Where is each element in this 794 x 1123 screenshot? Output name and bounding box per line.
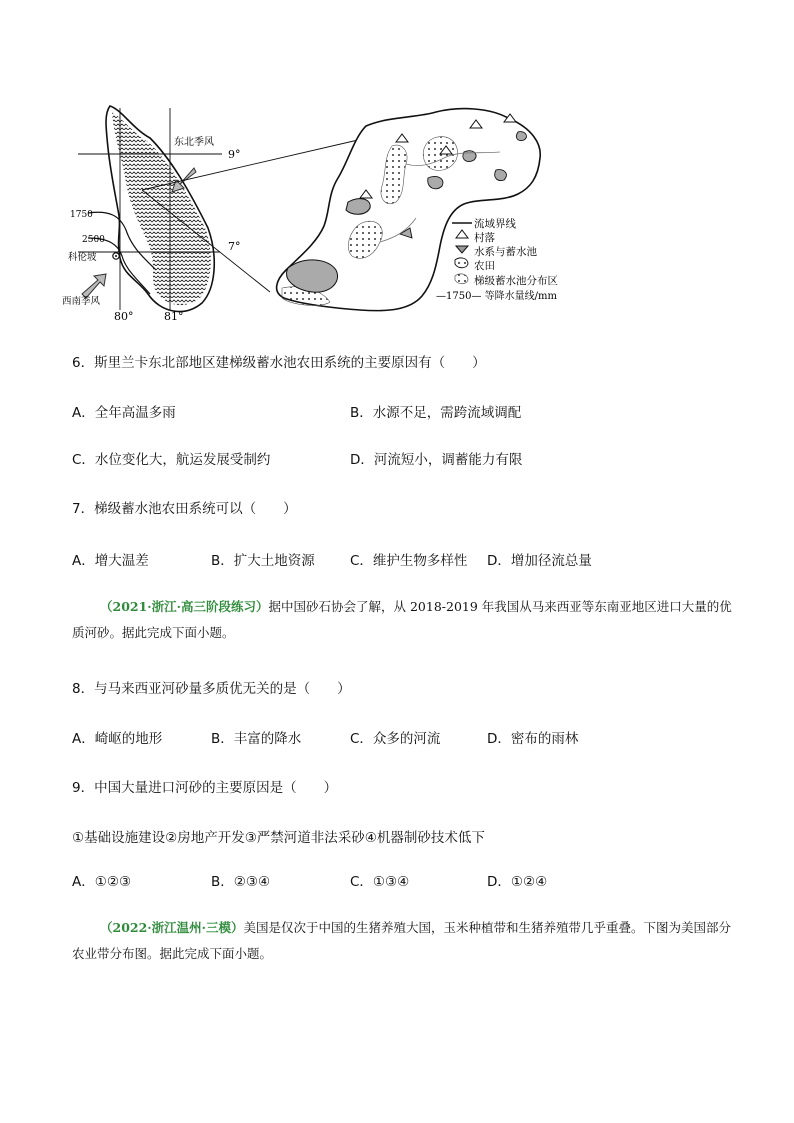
passage-1-source-tag: （2021·浙江·高三阶段练习）: [100, 599, 269, 614]
reservoir-small-4: [516, 132, 526, 141]
q9-statements: ①基础设施建设②房地产开发③严禁河道非法采砂④机器制砂技术低下: [72, 830, 485, 846]
q7-option-c: C．维护生物多样性: [350, 553, 468, 569]
reservoir-mid: [346, 199, 370, 215]
q6-option-a: A．全年高温多雨: [72, 405, 176, 421]
q7-option-d: D．增加径流总量: [487, 553, 592, 569]
q7-stem: 7．梯级蓄水池农田系统可以（ ）: [72, 501, 297, 517]
legend-label-isohyet: —1750— 等降水量线/mm: [436, 291, 557, 302]
lon-80-label: 80°: [114, 310, 134, 323]
q8-option-b: B．丰富的降水: [211, 731, 302, 747]
sri-lanka-reservoir-map: [60, 98, 600, 334]
passage-1: [72, 594, 736, 646]
passage-2-source-tag: （2022·浙江温州·三模）: [100, 920, 244, 935]
lat-9-label: 9°: [228, 148, 241, 161]
q8-option-a: A．崎岖的地形: [72, 731, 163, 747]
reservoir-small-3: [495, 170, 507, 181]
northeast-monsoon-label: 东北季风: [174, 137, 214, 148]
colombo-label: 科伦坡: [68, 252, 97, 263]
legend-label-reservoir-area: 梯级蓄水池分布区: [474, 275, 558, 287]
q9-option-d: D．①②④: [487, 874, 548, 890]
passage-2: [72, 915, 736, 967]
q7-option-a: A．增大温差: [72, 553, 149, 569]
q7-option-b: B．扩大土地资源: [211, 553, 315, 569]
isohyet-2500-label: 2500: [82, 235, 105, 245]
q8-option-d: D．密布的雨林: [487, 731, 579, 747]
q9-option-c: C．①③④: [350, 874, 410, 890]
q8-stem: 8．与马来西亚河砂量多质优无关的是（ ）: [72, 681, 351, 697]
passage-2-text: 美国是仅次于中国的生猪养殖大国，玉米种植带和生猪养殖带几乎重叠。下图为美国部分农业带分布图。据此完成下面小题。: [72, 920, 732, 961]
southwest-monsoon-label: 西南季风: [62, 296, 101, 307]
q9-option-a: A．①②③: [72, 874, 132, 890]
reservoir-small-1: [428, 176, 443, 188]
q9-option-b: B．②③④: [211, 874, 271, 890]
q8-option-c: C．众多的河流: [350, 731, 441, 747]
q6-option-c: C．水位变化大，航运发展受制约: [72, 452, 271, 468]
southwest-monsoon-arrow: [82, 274, 106, 298]
q6-stem: 6．斯里兰卡东北部地区建梯级蓄水池农田系统的主要原因有（ ）: [72, 355, 486, 371]
legend-label-water: 水系与蓄水池: [474, 246, 537, 258]
legend: [436, 217, 558, 302]
legend-label-farmland: 农田: [474, 260, 495, 272]
passage-1-text: 据中国砂石协会了解，从 2018-2019 年我国从马来西亚等东南亚地区进口大量的优质河砂。据此完成下面小题。: [72, 599, 732, 640]
q6-option-d: D．河流短小，调蓄能力有限: [350, 452, 523, 468]
q6-option-b: B．水源不足，需跨流域调配: [350, 405, 522, 421]
legend-label-boundary: 流域界线: [474, 218, 516, 230]
isohyet-1750-label: 1750: [70, 210, 93, 220]
lat-7-label: 7°: [228, 240, 241, 253]
lon-81-label: 81°: [164, 310, 184, 323]
legend-label-village: 村落: [474, 232, 495, 244]
map-figure-svg: [60, 98, 600, 334]
q9-stem: 9．中国大量进口河砂的主要原因是（ ）: [72, 780, 338, 796]
